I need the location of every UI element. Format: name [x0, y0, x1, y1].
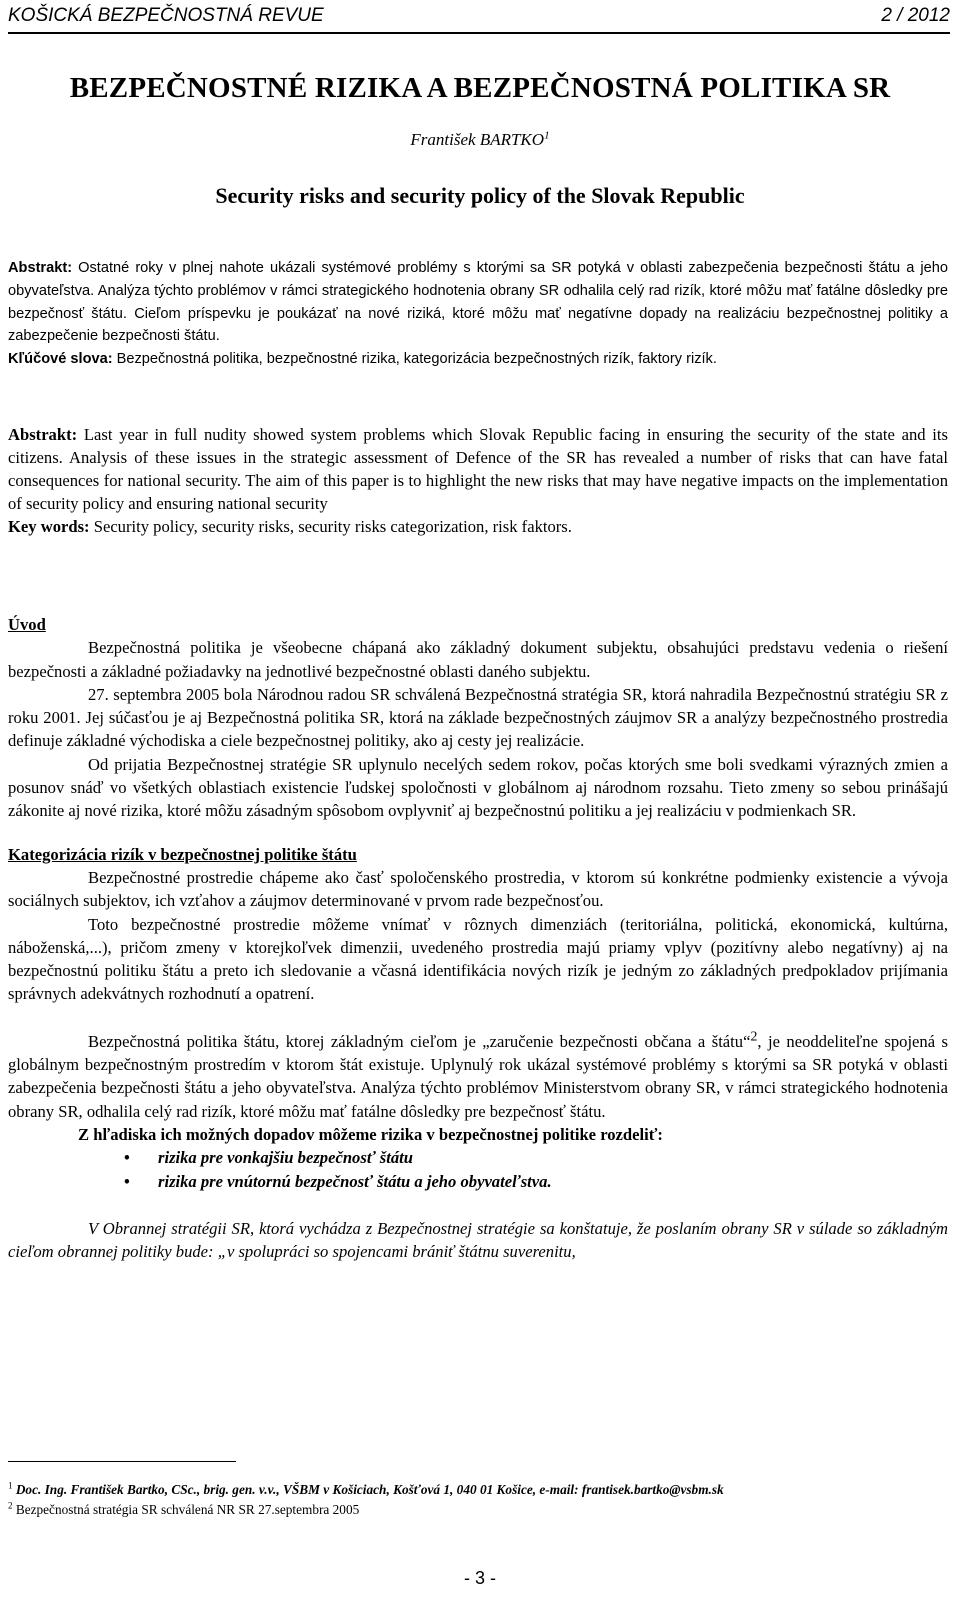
footnote-2-mark: 2 — [8, 1500, 13, 1511]
abstract-en-label: Abstrakt: — [8, 425, 78, 444]
risk-list — [8, 1146, 948, 1193]
english-title: Security risks and security policy of the Slovak Republic — [215, 183, 745, 208]
abstract-en-text: Last year in full nudity showed system problems which Slovak Republic facing in ensuring the security of the state and its citizens. Analysis of these issues in the strategic assessment of Defence of the SR has revealed a number of risks that can have fatal consequences for national security. The aim of this paper is to highlight the new risks that may have negative impacts on the implementation of security policy and ensuring national security — [8, 425, 948, 513]
main-body — [8, 613, 948, 1263]
keywords-en — [8, 515, 948, 538]
section2-p3-start: Bezpečnostná politika štátu, ktorej základným cieľom je „zaručenie bezpečnosti občana a štátu“ — [88, 1031, 751, 1051]
bullet-icon: • — [124, 1171, 130, 1191]
section2-paragraph-3 — [8, 1030, 948, 1123]
list-item-text: rizika pre vnútornú bezpečnosť štátu a jeho obyvateľstva. — [158, 1171, 552, 1191]
footnote-2 — [8, 1500, 948, 1520]
list-item — [8, 1170, 948, 1193]
abstract-sk-paragraph — [8, 257, 948, 348]
abstract-sk — [8, 257, 948, 371]
keywords-sk-label: Kľúčové slova: — [8, 351, 113, 368]
running-header — [8, 0, 950, 34]
bullet-icon: • — [124, 1148, 130, 1168]
risk-division-lead: Z hľadiska ich možných dopadov môžeme rizika v bezpečnostnej politike rozdeliť: — [78, 1124, 663, 1144]
footnote-divider — [8, 1461, 236, 1462]
footnote-ref-2: 2 — [750, 1028, 758, 1044]
journal-name: KOŠICKÁ BEZPEČNOSTNÁ REVUE — [8, 5, 324, 26]
section2-paragraph-4: V Obrannej stratégii SR, ktorá vychádza z Bezpečnostnej stratégie sa konštatuje, že poslaním obrany SR v súlade so základným cieľom obrannej politiky bude: „v spolupráci so spojencami brániť štátnu suverenitu, — [8, 1218, 948, 1262]
list-item-text: rizika pre vonkajšiu bezpečnosť štátu — [158, 1148, 413, 1168]
section2-p3-end: , je neoddeliteľne spojená s globálnym bezpečnostným prostredím v ktorom štát existuje. Uplynulý rok ukázal systémové problémy s ktorými sa SR potyká v oblasti zabezpečenia bezpečnosti štátu a jeho obyvateľstva. Analýza týchto problémov Ministerstvom obrany SR, v rámci strategického hodnotenia obrany SR, odhalila celý rad rizík, ktoré môžu mať fatálne dôsledky pre bezpečnosť štátu. — [8, 1031, 948, 1121]
author-footnote-mark: 1 — [544, 129, 550, 142]
page-number: - 3 - — [463, 1568, 496, 1588]
keywords-en-label: Key words: — [8, 517, 90, 536]
abstract-sk-label: Abstrakt: — [8, 260, 73, 276]
footnote-1-mark: 1 — [8, 1480, 13, 1491]
intro-heading: Úvod — [8, 615, 46, 634]
footnote-2-text: Bezpečnostná stratégia SR schválená NR SR 27.septembra 2005 — [15, 1502, 360, 1517]
author-line — [0, 130, 960, 150]
issue-number: 2 / 2012 — [881, 5, 950, 26]
section2-heading: Kategorizácia rizík v bezpečnostnej politike štátu — [8, 844, 357, 864]
list-item — [8, 1146, 948, 1169]
footnotes — [8, 1480, 948, 1520]
abstract-sk-text: Ostatné roky v plnej nahote ukázali systémové problémy s ktorými sa SR potyká v oblasti zabezpečenia bezpečnosti štátu a jeho obyvateľstva. Analýza týchto problémov v rámci strategického hodnotenia obrany SR odhalila celý rad rizík, ktoré môžu mať fatálne dôsledky pre bezpečnosť štátu. Cieľom príspevku je poukázať na nové riziká, ktoré môžu mať negatívne dopady na realizáciu bezpečnostnej politiky a zabezpečenie bezpečnosti štátu. — [8, 260, 948, 345]
intro-paragraph-1: Bezpečnostná politika je všeobecne chápaná ako základný dokument subjektu, obsahujúci predstavu vedenia o riešení bezpečnosti a základné požiadavky na jednotlivé bezpečnostné oblasti daného subjektu. — [8, 638, 948, 681]
intro-paragraph-2: 27. septembra 2005 bola Národnou radou SR schválená Bezpečnostná stratégia SR, ktorá nahradila Bezpečnostnú stratégiu SR z roku 2001. Jej súčasťou je aj Bezpečnostná politika SR, ktorá na základe bezpečnostných záujmov SR a analýzy bezpečnostného prostredia definuje základné východiska a ciele bezpečnostnej politiky, ako aj cesty jej realizácie. — [8, 684, 948, 751]
section2-paragraph-1: Bezpečnostné prostredie chápeme ako časť spoločenského prostredia, v ktorom sú konkrétne podmienky existencie a vývoja sociálnych subjektov, ich vzťahov a záujmov determinované v prvom rade bezpečnosťou. — [8, 867, 948, 911]
abstract-en-paragraph — [8, 423, 948, 515]
footnote-1-text: Doc. Ing. František Bartko, CSc., brig. gen. v.v., VŠBM v Košiciach, Košťová 1, 040 01 Košice, e-mail: frantisek.bartko@vsbm.sk — [15, 1482, 724, 1497]
section2-paragraph-2: Toto bezpečnostné prostredie môžeme vnímať v rôznych dimenziách (teritoriálna, politická, ekonomická, kultúrna, náboženská,...), pričom zmeny v ktorejkoľvek dimenzii, uvedeného prostredia majú priamy vplyv (pozitívny alebo negatívny) aj na bezpečnostnú politiku štátu a preto ich sledovanie a včasná identifikácia nových rizík je jedným zo základných predpokladov prijímania správnych adekvátnych rozhodnutí a opatrení. — [8, 914, 948, 1004]
keywords-sk-text: Bezpečnostná politika, bezpečnostné rizika, kategorizácia bezpečnostných rizík, faktory rizík. — [112, 351, 717, 368]
author-name: František BARTKO — [410, 130, 545, 149]
intro-paragraph-3: Od prijatia Bezpečnostnej stratégie SR uplynulo necelých sedem rokov, počas ktorých sme boli svedkami výrazných zmien a posunov snáď vo všetkých oblastiach existencie ľudskej spoločnosti v globálnom aj národnom rozsahu. Tieto zmeny so sebou prinášajú zákonite aj nové rizika, ktoré môžu zásadným spôsobom ovplyvniť aj bezpečnostnú politiku a jej realizáciu v podmienkach SR. — [8, 754, 948, 821]
abstract-en — [8, 423, 948, 538]
keywords-sk — [8, 348, 948, 371]
footnote-1 — [8, 1480, 948, 1500]
paper-title: BEZPEČNOSTNÉ RIZIKA A BEZPEČNOSTNÁ POLITIKA SR — [69, 72, 891, 104]
keywords-en-text: Security policy, security risks, security risks categorization, risk faktors. — [89, 517, 572, 536]
